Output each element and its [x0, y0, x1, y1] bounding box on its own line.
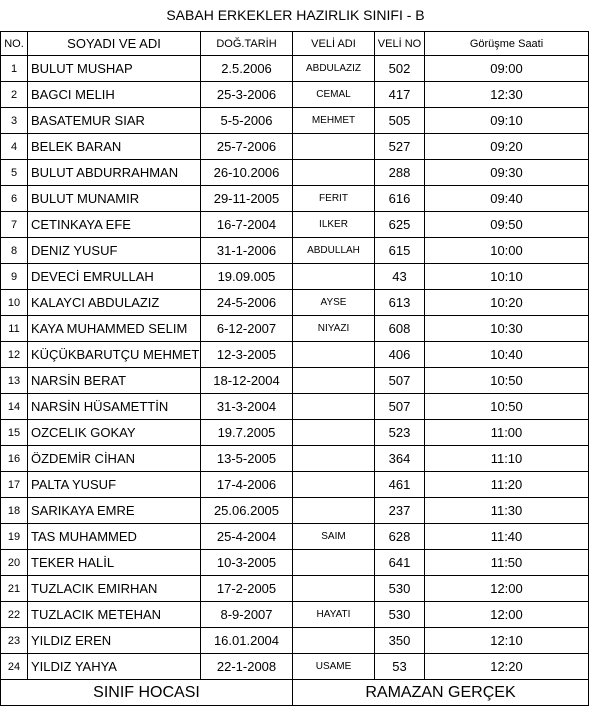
cell-parent-no: 53	[375, 654, 425, 680]
cell-no: 10	[1, 290, 28, 316]
cell-meeting-time: 12:10	[425, 628, 589, 654]
cell-birth-date: 2.5.2006	[201, 56, 293, 82]
table-row	[1, 524, 589, 550]
table-row	[1, 264, 589, 290]
cell-birth-date: 22-1-2008	[201, 654, 293, 680]
cell-parent-no: 641	[375, 550, 425, 576]
cell-parent-name	[293, 342, 375, 368]
cell-no: 2	[1, 82, 28, 108]
cell-parent-no: 406	[375, 342, 425, 368]
table-row	[1, 628, 589, 654]
header-no: NO.	[1, 32, 28, 56]
table-row	[1, 316, 589, 342]
cell-birth-date: 12-3-2005	[201, 342, 293, 368]
header-birth-date: DOĞ.TARİH	[201, 32, 293, 56]
cell-name: TAS MUHAMMED	[28, 524, 201, 550]
cell-no: 23	[1, 628, 28, 654]
cell-birth-date: 25.06.2005	[201, 498, 293, 524]
cell-parent-name	[293, 160, 375, 186]
cell-birth-date: 13-5-2005	[201, 446, 293, 472]
cell-parent-name	[293, 264, 375, 290]
cell-parent-no: 527	[375, 134, 425, 160]
cell-meeting-time: 09:30	[425, 160, 589, 186]
cell-parent-no: 350	[375, 628, 425, 654]
cell-name: BULUT MUSHAP	[28, 56, 201, 82]
cell-meeting-time: 10:50	[425, 368, 589, 394]
table-row	[1, 134, 589, 160]
cell-name: TEKER HALİL	[28, 550, 201, 576]
cell-name: KÜÇÜKBARUTÇU MEHMET	[28, 342, 201, 368]
cell-name: DEVECİ EMRULLAH	[28, 264, 201, 290]
student-table	[0, 31, 589, 706]
cell-no: 6	[1, 186, 28, 212]
cell-birth-date: 10-3-2005	[201, 550, 293, 576]
cell-name: CETINKAYA EFE	[28, 212, 201, 238]
cell-meeting-time: 10:40	[425, 342, 589, 368]
cell-meeting-time: 10:00	[425, 238, 589, 264]
cell-name: TUZLACIK EMIRHAN	[28, 576, 201, 602]
cell-birth-date: 31-3-2004	[201, 394, 293, 420]
cell-meeting-time: 10:50	[425, 394, 589, 420]
cell-parent-no: 628	[375, 524, 425, 550]
cell-name: PALTA YUSUF	[28, 472, 201, 498]
cell-parent-name: USAME	[293, 654, 375, 680]
table-row	[1, 212, 589, 238]
cell-name: OZCELIK GOKAY	[28, 420, 201, 446]
cell-name: KAYA MUHAMMED SELIM	[28, 316, 201, 342]
header-row	[1, 32, 589, 56]
cell-meeting-time: 09:00	[425, 56, 589, 82]
cell-meeting-time: 10:20	[425, 290, 589, 316]
cell-parent-name	[293, 576, 375, 602]
table-row	[1, 550, 589, 576]
cell-parent-no: 616	[375, 186, 425, 212]
table-row	[1, 576, 589, 602]
cell-parent-no: 523	[375, 420, 425, 446]
cell-name: BULUT ABDURRAHMAN	[28, 160, 201, 186]
cell-parent-no: 608	[375, 316, 425, 342]
cell-birth-date: 6-12-2007	[201, 316, 293, 342]
table-row	[1, 160, 589, 186]
cell-parent-name: HAYATI	[293, 602, 375, 628]
cell-no: 5	[1, 160, 28, 186]
cell-parent-name: FERIT	[293, 186, 375, 212]
cell-meeting-time: 11:00	[425, 420, 589, 446]
cell-no: 22	[1, 602, 28, 628]
cell-name: DENIZ YUSUF	[28, 238, 201, 264]
cell-meeting-time: 11:10	[425, 446, 589, 472]
cell-parent-no: 625	[375, 212, 425, 238]
cell-parent-no: 417	[375, 82, 425, 108]
cell-name: ÖZDEMİR CİHAN	[28, 446, 201, 472]
cell-parent-no: 530	[375, 602, 425, 628]
cell-parent-no: 43	[375, 264, 425, 290]
cell-no: 1	[1, 56, 28, 82]
cell-no: 13	[1, 368, 28, 394]
cell-no: 16	[1, 446, 28, 472]
cell-no: 17	[1, 472, 28, 498]
cell-name: SARIKAYA EMRE	[28, 498, 201, 524]
header-name: SOYADI VE ADI	[28, 32, 201, 56]
cell-no: 3	[1, 108, 28, 134]
cell-parent-no: 530	[375, 576, 425, 602]
cell-name: YILDIZ YAHYA	[28, 654, 201, 680]
cell-parent-no: 613	[375, 290, 425, 316]
cell-birth-date: 8-9-2007	[201, 602, 293, 628]
cell-birth-date: 18-12-2004	[201, 368, 293, 394]
cell-parent-name: AYSE	[293, 290, 375, 316]
cell-parent-name: NIYAZI	[293, 316, 375, 342]
cell-birth-date: 16-7-2004	[201, 212, 293, 238]
cell-birth-date: 26-10.2006	[201, 160, 293, 186]
cell-parent-name: ABDULLAH	[293, 238, 375, 264]
cell-birth-date: 17-4-2006	[201, 472, 293, 498]
cell-name: KALAYCI ABDULAZIZ	[28, 290, 201, 316]
cell-parent-no: 288	[375, 160, 425, 186]
header-parent-name: VELİ ADI	[293, 32, 375, 56]
table-row	[1, 82, 589, 108]
cell-parent-name	[293, 472, 375, 498]
footer-label: SINIF HOCASI	[1, 680, 293, 706]
table-row	[1, 394, 589, 420]
table-row	[1, 290, 589, 316]
cell-parent-name: ABDULAZIZ	[293, 56, 375, 82]
table-row	[1, 56, 589, 82]
cell-parent-name: ILKER	[293, 212, 375, 238]
header-parent-no: VELİ NO	[375, 32, 425, 56]
cell-parent-name	[293, 498, 375, 524]
sheet-title: SABAH ERKEKLER HAZIRLIK SINIFI - B	[166, 7, 425, 23]
cell-parent-name	[293, 420, 375, 446]
cell-parent-name	[293, 368, 375, 394]
cell-parent-no: 364	[375, 446, 425, 472]
cell-meeting-time: 12:00	[425, 602, 589, 628]
table-row	[1, 602, 589, 628]
cell-name: BULUT MUNAMIR	[28, 186, 201, 212]
cell-meeting-time: 09:40	[425, 186, 589, 212]
cell-parent-name	[293, 446, 375, 472]
cell-meeting-time: 10:30	[425, 316, 589, 342]
table-row	[1, 186, 589, 212]
cell-birth-date: 19.7.2005	[201, 420, 293, 446]
cell-name: BELEK BARAN	[28, 134, 201, 160]
cell-meeting-time: 11:40	[425, 524, 589, 550]
cell-no: 11	[1, 316, 28, 342]
cell-name: NARSİN BERAT	[28, 368, 201, 394]
cell-no: 24	[1, 654, 28, 680]
cell-no: 9	[1, 264, 28, 290]
table-row	[1, 654, 589, 680]
cell-parent-no: 507	[375, 368, 425, 394]
cell-birth-date: 16.01.2004	[201, 628, 293, 654]
cell-meeting-time: 10:10	[425, 264, 589, 290]
cell-birth-date: 25-4-2004	[201, 524, 293, 550]
cell-parent-name	[293, 394, 375, 420]
cell-meeting-time: 12:00	[425, 576, 589, 602]
cell-parent-no: 461	[375, 472, 425, 498]
cell-meeting-time: 09:20	[425, 134, 589, 160]
cell-parent-name: CEMAL	[293, 82, 375, 108]
table-row	[1, 498, 589, 524]
table-row	[1, 108, 589, 134]
cell-no: 8	[1, 238, 28, 264]
cell-parent-no: 237	[375, 498, 425, 524]
cell-name: NARSİN HÜSAMETTİN	[28, 394, 201, 420]
cell-name: TUZLACIK METEHAN	[28, 602, 201, 628]
cell-parent-name: MEHMET	[293, 108, 375, 134]
header-meeting-time: Görüşme Saati	[425, 32, 589, 56]
cell-meeting-time: 11:20	[425, 472, 589, 498]
cell-meeting-time: 11:30	[425, 498, 589, 524]
cell-parent-name: SAIM	[293, 524, 375, 550]
cell-birth-date: 24-5-2006	[201, 290, 293, 316]
cell-name: YILDIZ EREN	[28, 628, 201, 654]
cell-birth-date: 5-5-2006	[201, 108, 293, 134]
cell-birth-date: 29-11-2005	[201, 186, 293, 212]
cell-birth-date: 25-7-2006	[201, 134, 293, 160]
cell-parent-no: 502	[375, 56, 425, 82]
table-row	[1, 472, 589, 498]
cell-no: 7	[1, 212, 28, 238]
table-row	[1, 420, 589, 446]
cell-birth-date: 31-1-2006	[201, 238, 293, 264]
cell-no: 4	[1, 134, 28, 160]
cell-no: 12	[1, 342, 28, 368]
table-row	[1, 368, 589, 394]
cell-meeting-time: 11:50	[425, 550, 589, 576]
cell-birth-date: 19.09.005	[201, 264, 293, 290]
cell-meeting-time: 09:10	[425, 108, 589, 134]
cell-parent-no: 505	[375, 108, 425, 134]
cell-birth-date: 17-2-2005	[201, 576, 293, 602]
cell-no: 19	[1, 524, 28, 550]
cell-no: 14	[1, 394, 28, 420]
cell-parent-name	[293, 550, 375, 576]
cell-name: BAGCI MELIH	[28, 82, 201, 108]
cell-meeting-time: 12:30	[425, 82, 589, 108]
cell-name: BASATEMUR SIAR	[28, 108, 201, 134]
table-row	[1, 342, 589, 368]
cell-parent-name	[293, 134, 375, 160]
cell-no: 18	[1, 498, 28, 524]
cell-no: 15	[1, 420, 28, 446]
cell-birth-date: 25-3-2006	[201, 82, 293, 108]
cell-parent-no: 507	[375, 394, 425, 420]
cell-meeting-time: 09:50	[425, 212, 589, 238]
cell-no: 20	[1, 550, 28, 576]
table-row	[1, 446, 589, 472]
cell-no: 21	[1, 576, 28, 602]
cell-meeting-time: 12:20	[425, 654, 589, 680]
footer-teacher: RAMAZAN GERÇEK	[293, 680, 589, 706]
cell-parent-no: 615	[375, 238, 425, 264]
table-row	[1, 238, 589, 264]
cell-parent-name	[293, 628, 375, 654]
